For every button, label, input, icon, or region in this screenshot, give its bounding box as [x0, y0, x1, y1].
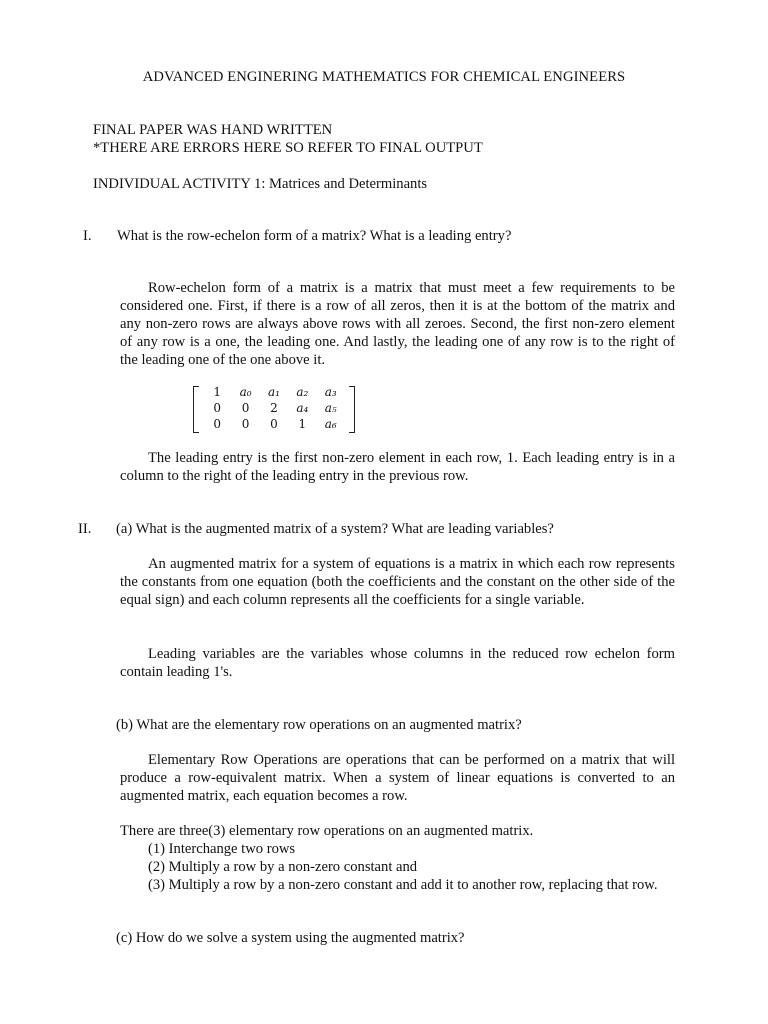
matrix-cell: a₂ — [296, 385, 309, 399]
operations-intro: There are three(3) elementary row operations on an augmented matrix. — [120, 823, 534, 839]
matrix-right-bracket — [349, 386, 355, 433]
errors-note: *THERE ARE ERRORS HERE SO REFER TO FINAL OUTPUT — [93, 140, 483, 156]
answer-row-operations: Elementary Row Operations are operations that can be performed on a matrix that will produce a row-equivalent matrix. When a system of linear equations is converted to an augmented matrix, each equation becomes a row. — [120, 752, 675, 804]
handwritten-note: FINAL PAPER WAS HAND WRITTEN — [93, 122, 333, 138]
answer-leading-entry: The leading entry is the first non-zero element in each row, 1. Each leading entry is in a column to the right of the leading entry in the previous row. — [120, 450, 675, 484]
example-matrix — [193, 384, 355, 434]
matrix-left-bracket — [193, 386, 199, 433]
matrix-cell: 0 — [241, 417, 250, 431]
matrix-cell: 0 — [270, 417, 278, 431]
question-2c: (c) How do we solve a system using the augmented matrix? — [116, 930, 465, 946]
answer-leading-variables: Leading variables are the variables whose columns in the reduced row echelon form contain leading 1's. — [120, 646, 675, 680]
matrix-grid — [203, 384, 345, 432]
activity-heading: INDIVIDUAL ACTIVITY 1: Matrices and Determinants — [93, 176, 428, 192]
answer-row-echelon: Row-echelon form of a matrix is a matrix that must meet a few requirements to be considered one. First, if there is a row of all zeros, then it is at the bottom of the matrix and any non-zero rows are always above rows with all zeroes. Second, the first non-zero element of any row is a one, the leading one. And lastly, the leading one of any row is to the right of the leading one of the one above it. — [120, 280, 675, 368]
section-numeral-1: I. — [83, 228, 92, 244]
section-numeral-2: II. — [78, 521, 92, 537]
matrix-cell: 2 — [270, 401, 278, 415]
document-title: ADVANCED ENGINERING MATHEMATICS FOR CHEMICAL ENGINEERS — [142, 69, 626, 85]
matrix-cell: a₆ — [324, 417, 337, 431]
operation-3: (3) Multiply a row by a non-zero constant and add it to another row, replacing that row. — [148, 877, 658, 893]
answer-augmented-matrix: An augmented matrix for a system of equations is a matrix in which each row represents the constants from one equation (both the coefficients and the constant on the other side of the equal sign) and each column represents all the coefficients for a single variable. — [120, 556, 675, 608]
matrix-cell: a₁ — [267, 385, 280, 399]
matrix-cell: a₀ — [239, 385, 252, 399]
matrix-cell: a₄ — [296, 401, 309, 415]
operation-1: (1) Interchange two rows — [148, 841, 296, 857]
matrix-cell: 1 — [298, 417, 307, 431]
matrix-cell: 0 — [213, 401, 222, 415]
matrix-cell: a₅ — [324, 401, 337, 415]
question-2a: (a) What is the augmented matrix of a system? What are leading variables? — [116, 521, 554, 537]
matrix-cell: 1 — [213, 385, 222, 399]
matrix-cell: 0 — [241, 401, 250, 415]
question-2b: (b) What are the elementary row operations on an augmented matrix? — [116, 717, 522, 733]
operation-2: (2) Multiply a row by a non-zero constant and — [148, 859, 418, 875]
matrix-cell: a₃ — [324, 385, 337, 399]
matrix-cell: 0 — [213, 417, 222, 431]
question-1: What is the row-echelon form of a matrix? What is a leading entry? — [117, 228, 512, 244]
